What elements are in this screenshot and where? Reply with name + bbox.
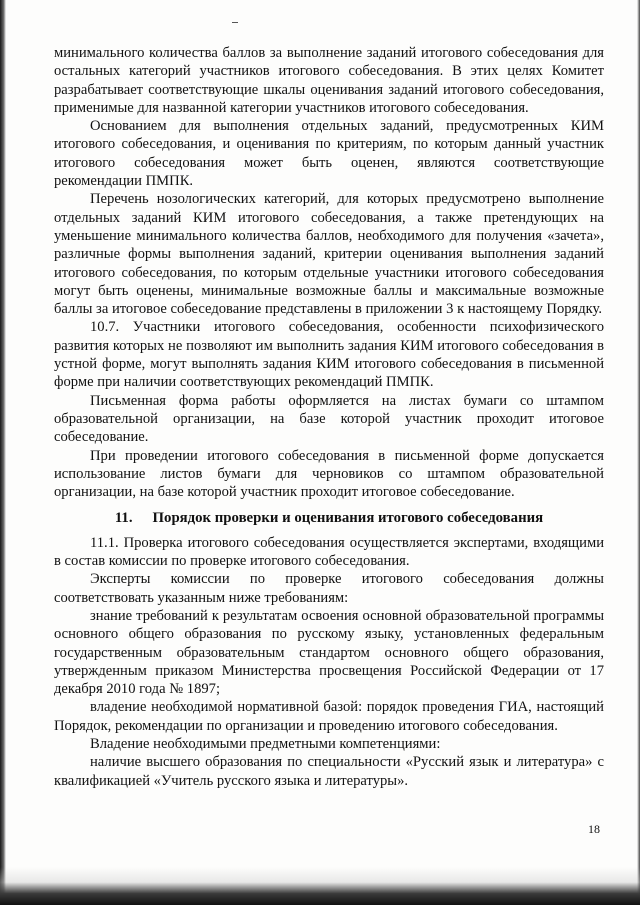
- scan-mark: [232, 22, 238, 23]
- paragraph-4: 10.7. Участники итогового собеседования, особенности психофизического развития которых не позволяют им выполнить задания КИМ итогового собеседования в устной форме, могут выполнять задания КИМ итогового собеседования в письменной форме при наличии соответствующих рекомендаций ПМПК.: [54, 319, 604, 391]
- section-heading: [54, 509, 604, 527]
- section-number: 11.: [114, 510, 133, 527]
- scan-edge-left: [0, 0, 6, 905]
- paragraph-7: 11.1. Проверка итогового собеседования осуществляется экспертами, входящими в состав комиссии по проверке итогового собеседования.: [54, 534, 604, 570]
- section-title: Порядок проверки и оценивания итогового собеседования: [152, 510, 544, 527]
- paragraph-8: Эксперты комиссии по проверке итогового собеседования должны соответствовать указанным ниже требованиям:: [54, 571, 604, 606]
- scan-edge-bottom: [0, 867, 640, 905]
- paragraph-5: Письменная форма работы оформляется на листах бумаги со штампом образовательной организации, на базе которой участник проходит итоговое собеседование.: [54, 392, 604, 446]
- paragraph-1: минимального количества баллов за выполнение заданий итогового собеседования для остальных категорий участников итогового собеседования. В этих целях Комитет разрабатывает соответствующие шкалы оценивания заданий итогового собеседования, применимые для названной категории участников итогового собеседования.: [54, 45, 604, 116]
- paragraph-3: Перечень нозологических категорий, для которых предусмотрено выполнение отдельных заданий КИМ итогового собеседования, а также претендующих на уменьшение минимального количества баллов, необходимого для получения «зачета», различные формы выполнения заданий, критерии оценивания выполнения заданий итогового собеседования, по которым отдельные участники итогового собеседования могут быть оценены, минимальные возможные баллы и максимальные возможные баллы за итоговое собеседование представлены в приложении 3 к настоящему Порядку.: [54, 191, 604, 318]
- paragraph-2: Основанием для выполнения отдельных заданий, предусмотренных КИМ итогового собеседования, и оценивания по критериям, по которым данный участник итогового собеседования может быть оценен, являются соответствующие рекомендации ПМПК.: [54, 118, 604, 190]
- document-body: [54, 44, 604, 790]
- paragraph-6: При проведении итогового собеседования в письменной форме допускается использование листов бумаги для черновиков со штампом образовательной организации, на базе которой участник проходит итоговое собеседование.: [54, 447, 604, 501]
- paragraph-11: Владение необходимыми предметными компетенциями:: [90, 735, 441, 752]
- page-number: 18: [588, 822, 600, 836]
- paragraph-9: знание требований к результатам освоения основной образовательной программы основного общего образования по русскому языку, установленных федеральным государственным образовательным стандартом основного общего образования, утвержденным приказом Министерства просвещения Российской Федерации от 17 декабря 2010 года № 1897;: [54, 607, 604, 698]
- paragraph-10: владение необходимой нормативной базой: порядок проведения ГИА, настоящий Порядок, рекомендации по организации и проведению итогового собеседования.: [54, 699, 604, 734]
- paragraph-12: наличие высшего образования по специальности «Русский язык и литература» с квалификацией «Учитель русского языка и литературы».: [54, 754, 604, 789]
